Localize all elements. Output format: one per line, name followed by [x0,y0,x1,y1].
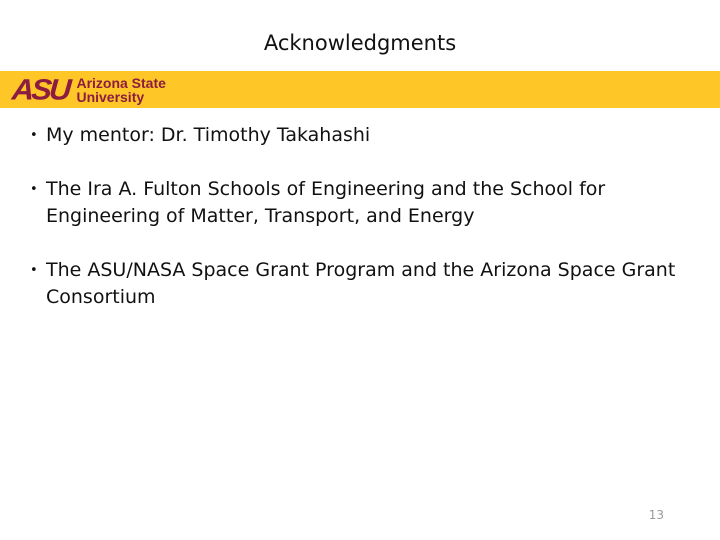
asu-logo-line-1: Arizona State [76,74,166,91]
page-number: 13 [648,508,664,522]
acknowledgment-item-mentor [30,122,700,149]
brand-bar [0,71,720,108]
slide-title: Acknowledgments [263,31,457,55]
asu-logo-mark: ASU [10,72,70,107]
acknowledgment-list [30,122,700,311]
bullet-icon: • [30,263,38,278]
asu-logo [12,74,166,105]
acknowledgment-item-space-grant [30,257,700,311]
acknowledgment-item-schools [30,176,700,230]
asu-logo-line-2: University [76,88,145,105]
acknowledgment-text: The Ira A. Fulton Schools of Engineering and the School for Engineering of Matter, Transport, and Energy [46,178,606,227]
bullet-icon: • [30,128,38,143]
acknowledgment-text: My mentor: Dr. Timothy Takahashi [46,124,371,146]
bullet-icon: • [30,182,38,197]
acknowledgment-text: The ASU/NASA Space Grant Program and the Arizona Space Grant Consortium [46,259,676,308]
asu-logo-wordmark [76,76,165,104]
